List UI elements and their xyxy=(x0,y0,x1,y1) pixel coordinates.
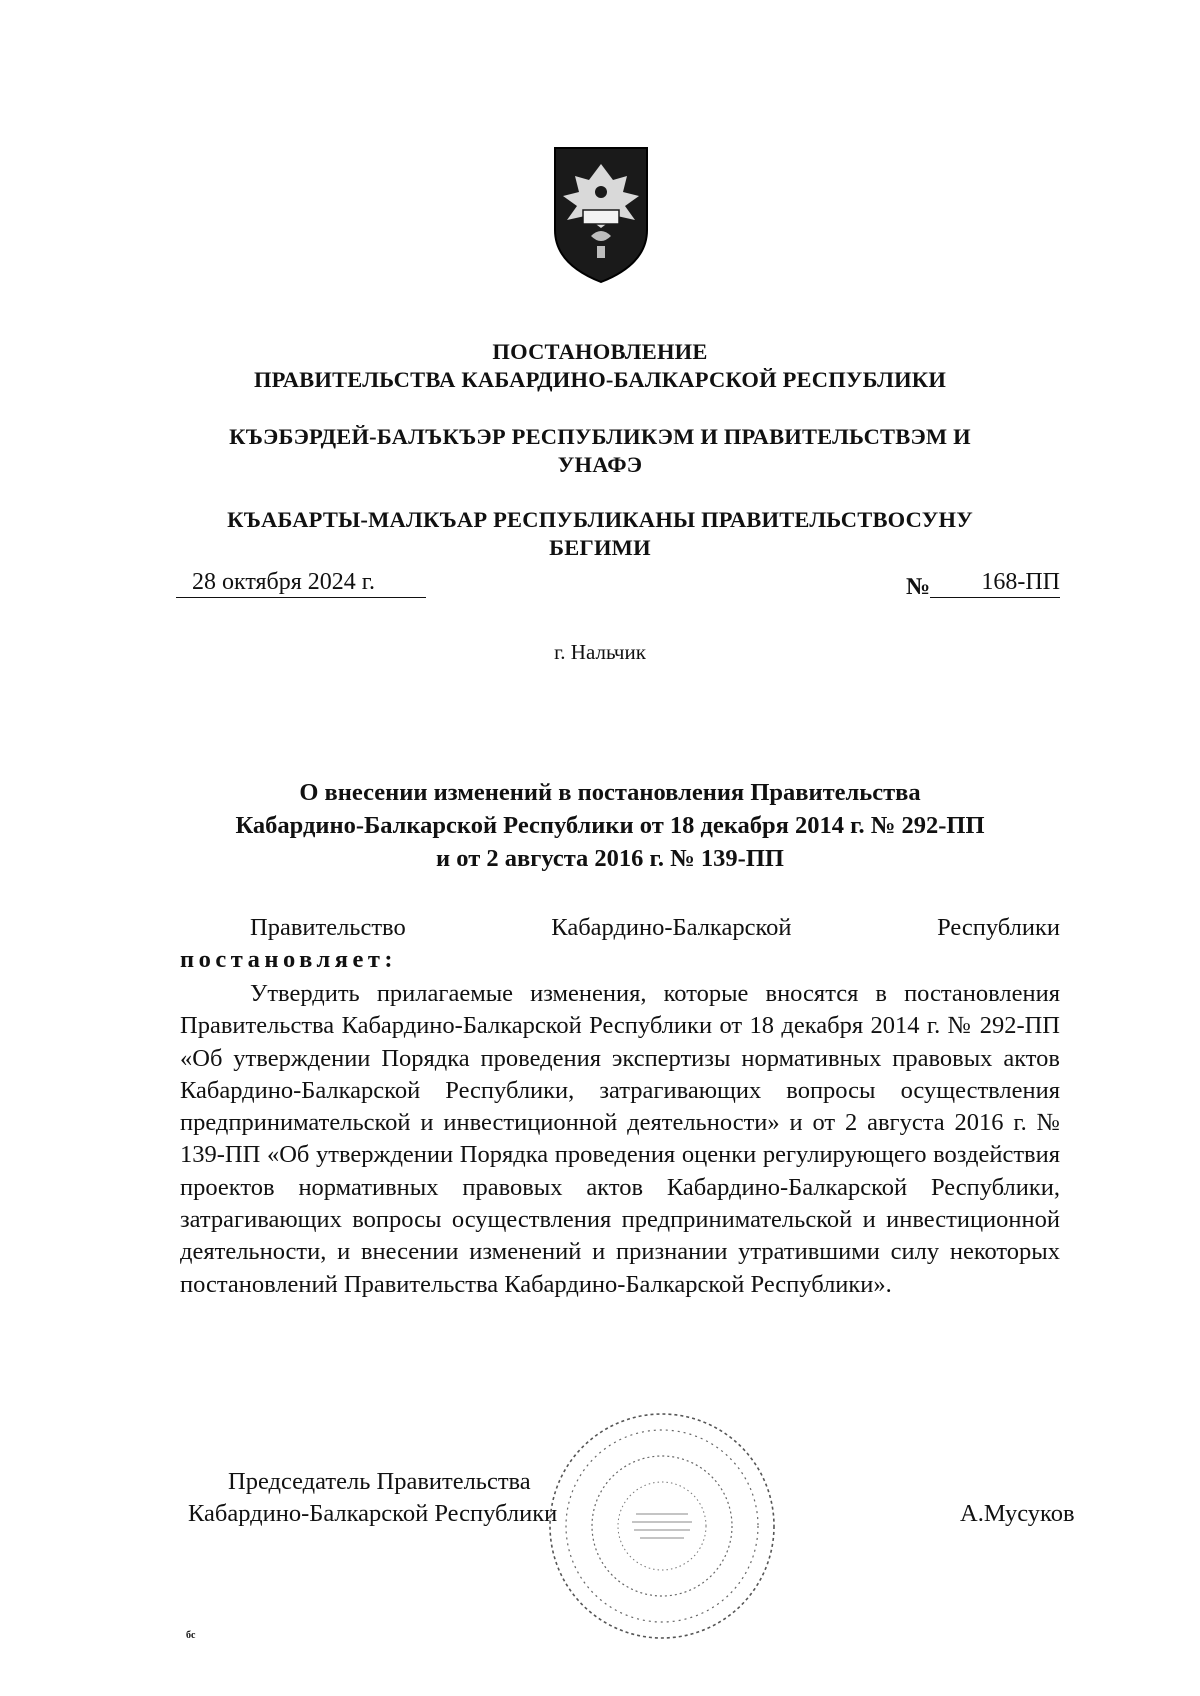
title-line: О внесении изменений в постановления Правительства xyxy=(299,779,921,806)
intro-line xyxy=(180,912,1060,944)
balkar-heading xyxy=(150,506,1050,562)
number-sign: № xyxy=(906,574,931,600)
heading-line: ПРАВИТЕЛЬСТВА КАБАРДИНО-БАЛКАРСКОЙ РЕСПУБЛИКИ xyxy=(253,367,947,392)
intro-word: Правительство xyxy=(250,914,406,941)
intro-word: Республики xyxy=(937,914,1060,941)
decree-paragraph: Утвердить прилагаемые изменения, которые вносятся в постановления Правительства Кабардино-Балкарской Республики от 18 декабря 2014 г. № 292-ПП «Об утверждении Порядка проведения экспертизы нормативных правовых актов Кабардино-Балкарской Республики, затрагивающих вопросы осуществления предпринимательской и инвестиционной деятельности» и от 2 августа 2016 г. № 139-ПП «Об утверждении Порядка проведения оценки регулирующего воздействия проектов нормативных правовых актов Кабардино-Балкарской Республики, затрагивающих вопросы осуществления предпринимательской и инвестиционной деятельности, и внесении изменений и признании утратившими силу некоторых постановлений Правительства Кабардино-Балкарской Республики». xyxy=(180,980,1060,1298)
decree-intro xyxy=(180,912,1060,976)
intro-word: Кабардино-Балкарской xyxy=(551,914,792,941)
heading-line: БЕГИМИ xyxy=(549,535,651,560)
heading-line: ПОСТАНОВЛЕНИЕ xyxy=(492,339,708,364)
signatory-role-line: Кабардино-Балкарской Республики xyxy=(188,1500,558,1527)
document-type-heading xyxy=(150,338,1050,394)
document-number: 168-ПП xyxy=(930,567,1060,598)
title-line: и от 2 августа 2016 г. № 139-ПП xyxy=(436,845,784,872)
decree-word: постановляет: xyxy=(180,946,398,973)
coat-of-arms-emblem xyxy=(553,146,649,284)
title-line: Кабардино-Балкарской Республики от 18 декабря 2014 г. № 292-ПП xyxy=(235,812,985,839)
signatory-role-line: Председатель Правительства xyxy=(228,1468,531,1495)
signatory-name: А.Мусуков xyxy=(960,1500,1075,1527)
document-date: 28 октября 2024 г. xyxy=(176,567,426,598)
official-seal-stamp xyxy=(546,1410,778,1642)
heading-line: КЪАБАРТЫ-МАЛКЪАР РЕСПУБЛИКАНЫ ПРАВИТЕЛЬСТВОСУНУ xyxy=(227,507,973,532)
document-city: г. Нальчик xyxy=(554,640,646,664)
heading-line: УНАФЭ xyxy=(557,452,643,477)
kabardian-heading xyxy=(150,423,1050,479)
heading-line: КЪЭБЭРДЕЙ-БАЛЪКЪЭР РЕСПУБЛИКЭМ И ПРАВИТЕЛЬСТВЭМ И xyxy=(229,424,971,449)
footer-mark: бс xyxy=(186,1630,196,1641)
document-title xyxy=(160,776,1060,875)
